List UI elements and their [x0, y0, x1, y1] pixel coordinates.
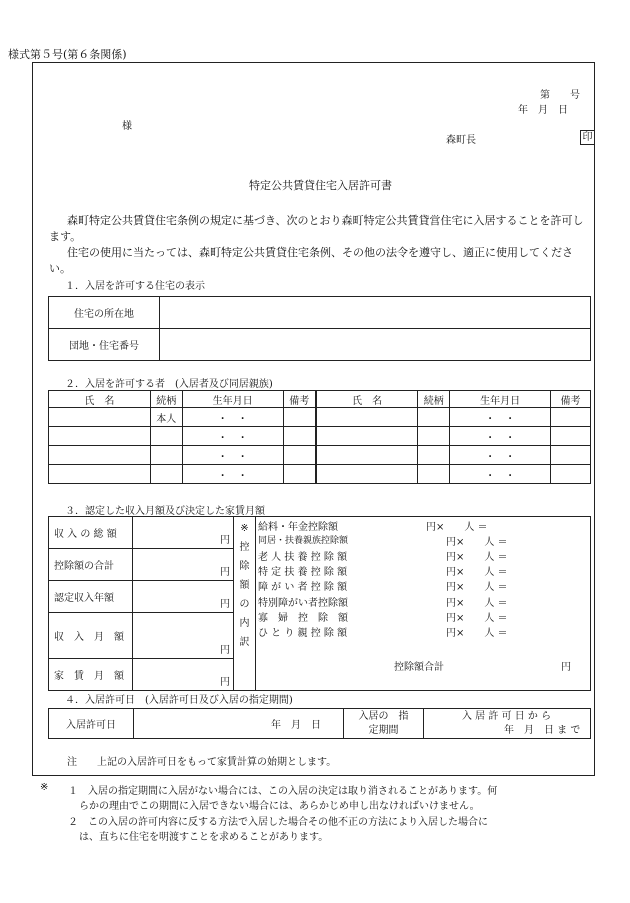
section-1-heading: １．入居を許可する住宅の表示	[65, 281, 205, 292]
footnote-1-line-1: 入居の指定期間に入居がない場合には、この入居の決定は取り消されることがあります。何	[88, 786, 498, 797]
footnote-2-number: ２	[68, 817, 78, 828]
birthdate-dots: ・ ・	[182, 408, 283, 427]
footnote-2-line-1: この入居の許可内容に反する方法で入居した場合その他不正の方法により入居した場合に	[88, 817, 488, 828]
housing-location-label: 住宅の所在地	[49, 297, 160, 329]
header-birthdate: 生年月日	[182, 391, 283, 408]
header-remarks: 備考	[551, 391, 591, 408]
birthdate-dots: ・ ・	[450, 446, 551, 465]
deduction-breakdown: 給料・年金控除額 円× 人 ＝ 同居・扶養親族控除額 円× 人 ＝ 老 人 扶 養 控 除 額 円× 人 ＝ 特 定 扶 養 控 除 額 円× 人 ＝ 障 が い 者 控 除 額 円× 人 ＝ 特別障がい者控除額 円× 人 ＝ 寡 婦 控 除 額 円× 人 ＝ ひ と り 親 控 除 額 円× 人 ＝ 控除額合計 円	[256, 517, 591, 691]
annual-income-label: 認定収入年額	[49, 581, 133, 613]
yen-unit: 円	[220, 645, 230, 656]
relation-self: 本人	[150, 408, 182, 427]
document-number: 第 号	[540, 90, 580, 101]
body-paragraph-1: 森町特定公共賃貸住宅条例の規定に基づき、次のとおり森町特定公共賃貸営住宅に入居することを許可します。	[49, 214, 584, 243]
monthly-income-label: 収 入 月 額	[49, 613, 133, 659]
seal-mark: 印	[580, 130, 595, 145]
total-income-value	[133, 517, 234, 549]
section-3-heading: ３．認定した収入月額及び決定した家賃月額	[65, 506, 265, 517]
birthdate-dots: ・ ・	[182, 465, 283, 484]
period-value: 入 居 許 可 日 か ら 年 月 日 ま で	[424, 709, 591, 739]
yen-unit: 円	[220, 567, 230, 578]
total-income-label: 収 入 の 総 額	[49, 517, 133, 549]
table-row	[49, 446, 591, 465]
document-title: 特定公共賃貸住宅入居許可書	[249, 179, 392, 192]
income-table	[48, 516, 591, 691]
addressee-suffix: 様	[122, 121, 132, 132]
header-name: 氏 名	[316, 391, 418, 408]
issue-date: 年 月 日	[518, 105, 568, 116]
deduction-total-yen: 円	[561, 662, 571, 673]
footnote-2-line-2: は、直ちに住宅を明渡すことを求めることがあります。	[79, 832, 329, 843]
section-4-heading: ４．入居許可日 (入居許可日及び入居の指定期間)	[65, 695, 293, 706]
footnote-1-number: １	[68, 786, 78, 797]
birthdate-dots: ・ ・	[450, 408, 551, 427]
period-label: 入居の 指 定期間	[344, 709, 424, 739]
breakdown-label: ※ 控 除 額 の 内 訳	[234, 517, 256, 691]
monthly-rent-label: 家 賃 月 額	[49, 659, 133, 691]
occupants-table	[48, 390, 591, 484]
deduction-total-label: 控除額合計	[394, 662, 444, 673]
deduction-total-row-label: 控除額の合計	[49, 549, 133, 581]
table-row	[49, 465, 591, 484]
permit-table	[48, 708, 591, 739]
form-number: 様式第５号(第６条関係)	[8, 48, 127, 61]
header-name: 氏 名	[49, 391, 151, 408]
section-2-heading: ２．入居を許可する者 (入居者及び同居親族)	[65, 379, 273, 390]
body-paragraph-2: 住宅の使用に当たっては、森町特定公共賃貸住宅条例、その他の法令を遵守し、適正に使用してください。	[49, 246, 573, 275]
footnote-mark: ※	[40, 782, 49, 793]
birthdate-dots: ・ ・	[182, 427, 283, 446]
header-birthdate: 生年月日	[450, 391, 551, 408]
table-row	[49, 408, 591, 427]
birthdate-dots: ・ ・	[182, 446, 283, 465]
permit-date-value: 年 月 日	[134, 709, 344, 739]
header-relation: 続柄	[150, 391, 182, 408]
birthdate-dots: ・ ・	[450, 427, 551, 446]
footnote-1-line-2: らかの理由でこの期間に入居できない場合には、あらかじめ申し出なければいけません。	[79, 801, 480, 812]
birthdate-dots: ・ ・	[450, 465, 551, 484]
table-row	[49, 427, 591, 446]
issuer-name: 森町長	[446, 135, 476, 146]
permit-date-label: 入居許可日	[49, 709, 134, 739]
housing-number-label: 団地・住宅番号	[49, 329, 160, 361]
header-remarks: 備考	[283, 391, 316, 408]
housing-number-value	[160, 329, 591, 361]
housing-table	[48, 296, 591, 361]
yen-unit: 円	[220, 535, 230, 546]
yen-unit: 円	[220, 599, 230, 610]
yen-unit: 円	[220, 677, 230, 688]
header-relation: 続柄	[418, 391, 450, 408]
housing-location-value	[160, 297, 591, 329]
rent-start-note: 注 上記の入居許可日をもって家賃計算の始期とします。	[67, 757, 337, 768]
